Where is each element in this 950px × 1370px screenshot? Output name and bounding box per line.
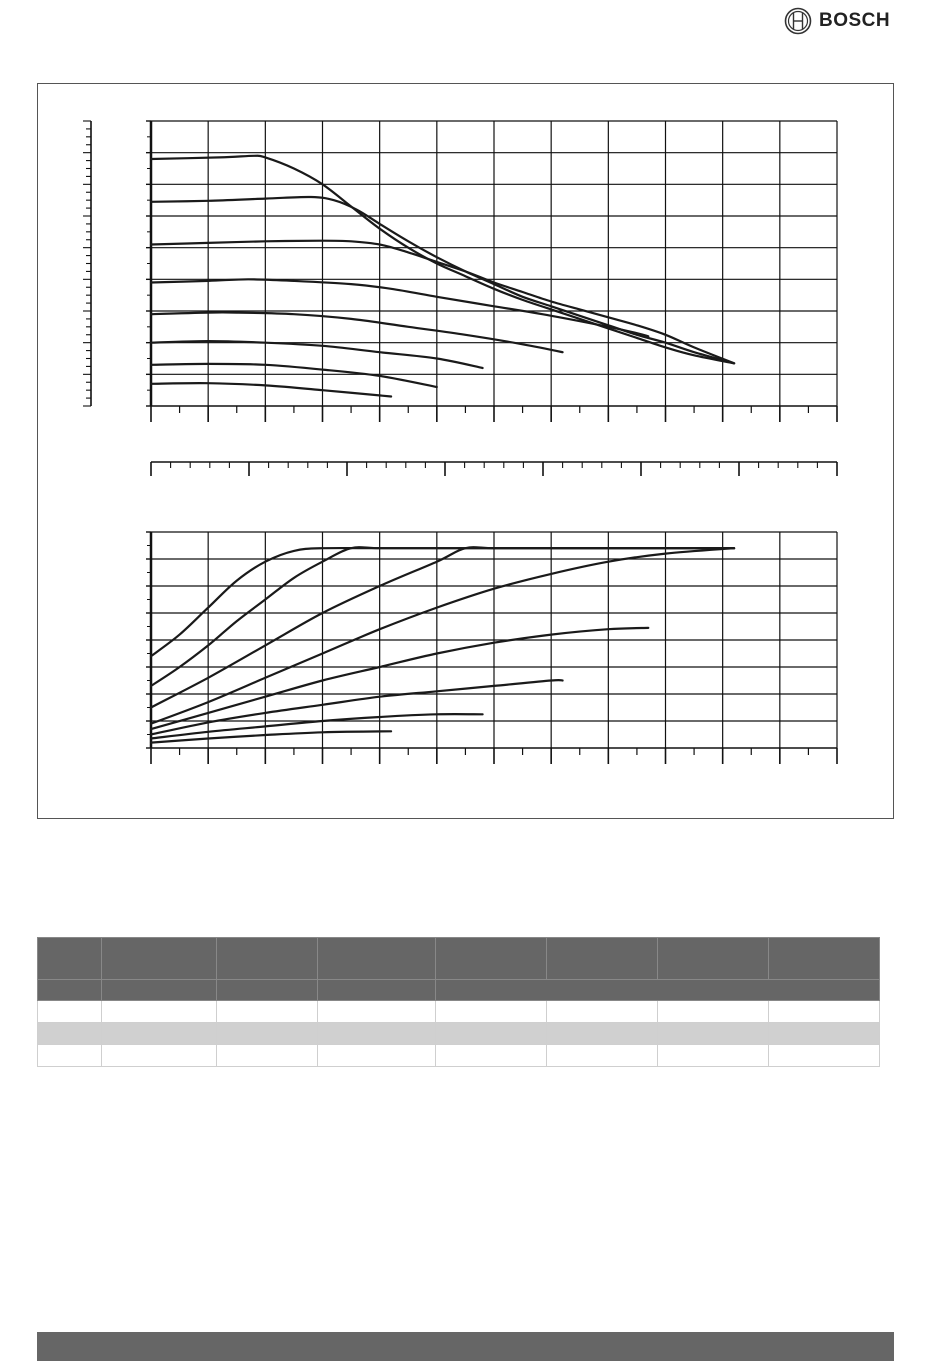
- pump-curve-line: [151, 548, 734, 724]
- brand-name: BOSCH: [819, 10, 891, 31]
- table-header-row: [38, 938, 880, 980]
- pump-curve-line: [151, 312, 563, 352]
- pump-curve-line: [151, 680, 563, 734]
- table-cell: [102, 1023, 217, 1045]
- table-header-cell: [547, 938, 658, 980]
- table-cell: [769, 1001, 880, 1023]
- table-cell: [38, 1023, 102, 1045]
- table-header-cell: [38, 938, 102, 980]
- table-cell: [318, 1045, 436, 1067]
- bosch-logo: [784, 6, 890, 36]
- table-cell: [318, 1001, 436, 1023]
- table-cell: [658, 1023, 769, 1045]
- table-cell: [102, 1045, 217, 1067]
- table-cell: [38, 1001, 102, 1023]
- table-cell: [436, 1001, 547, 1023]
- table-cell: [547, 1045, 658, 1067]
- table-row: [38, 1023, 880, 1045]
- table-header-cell: [658, 938, 769, 980]
- table-subheader-row: [38, 980, 880, 1001]
- pump-curve-line: [151, 628, 648, 729]
- table-header-cell: [102, 980, 217, 1001]
- table-header-cell: [217, 938, 318, 980]
- table-header-cell: [38, 980, 102, 1001]
- table-header-cell: [102, 938, 217, 980]
- table-cell: [658, 1001, 769, 1023]
- table-cell: [102, 1001, 217, 1023]
- table-cell: [318, 1023, 436, 1045]
- table-header-cell: [769, 938, 880, 980]
- table-header-cell: [318, 938, 436, 980]
- table-cell: [217, 1045, 318, 1067]
- table-cell: [547, 1023, 658, 1045]
- pump-curve-line: [151, 383, 391, 396]
- table-cell: [38, 1045, 102, 1067]
- bosch-armature-icon: [784, 7, 812, 35]
- pump-curves-figure: [37, 83, 894, 819]
- table-cell: [217, 1001, 318, 1023]
- table-cell: [769, 1023, 880, 1045]
- table-row: [38, 1001, 880, 1023]
- table-header-cell: [436, 938, 547, 980]
- pump-curve-line: [151, 731, 391, 742]
- table-cell: [436, 1045, 547, 1067]
- table-header-cell: [217, 980, 318, 1001]
- pump-curve-line: [151, 547, 734, 686]
- pump-curves-charts: [38, 84, 895, 820]
- table-cell: [217, 1023, 318, 1045]
- table-row: [38, 1045, 880, 1067]
- table-cell: [547, 1001, 658, 1023]
- table-header-cell: [436, 980, 880, 1001]
- table-cell: [436, 1023, 547, 1045]
- spec-table: [37, 937, 880, 1067]
- footer-bar: [37, 1332, 894, 1361]
- table-cell: [658, 1045, 769, 1067]
- table-header-cell: [318, 980, 436, 1001]
- table-cell: [769, 1045, 880, 1067]
- pump-curve-line: [151, 714, 483, 738]
